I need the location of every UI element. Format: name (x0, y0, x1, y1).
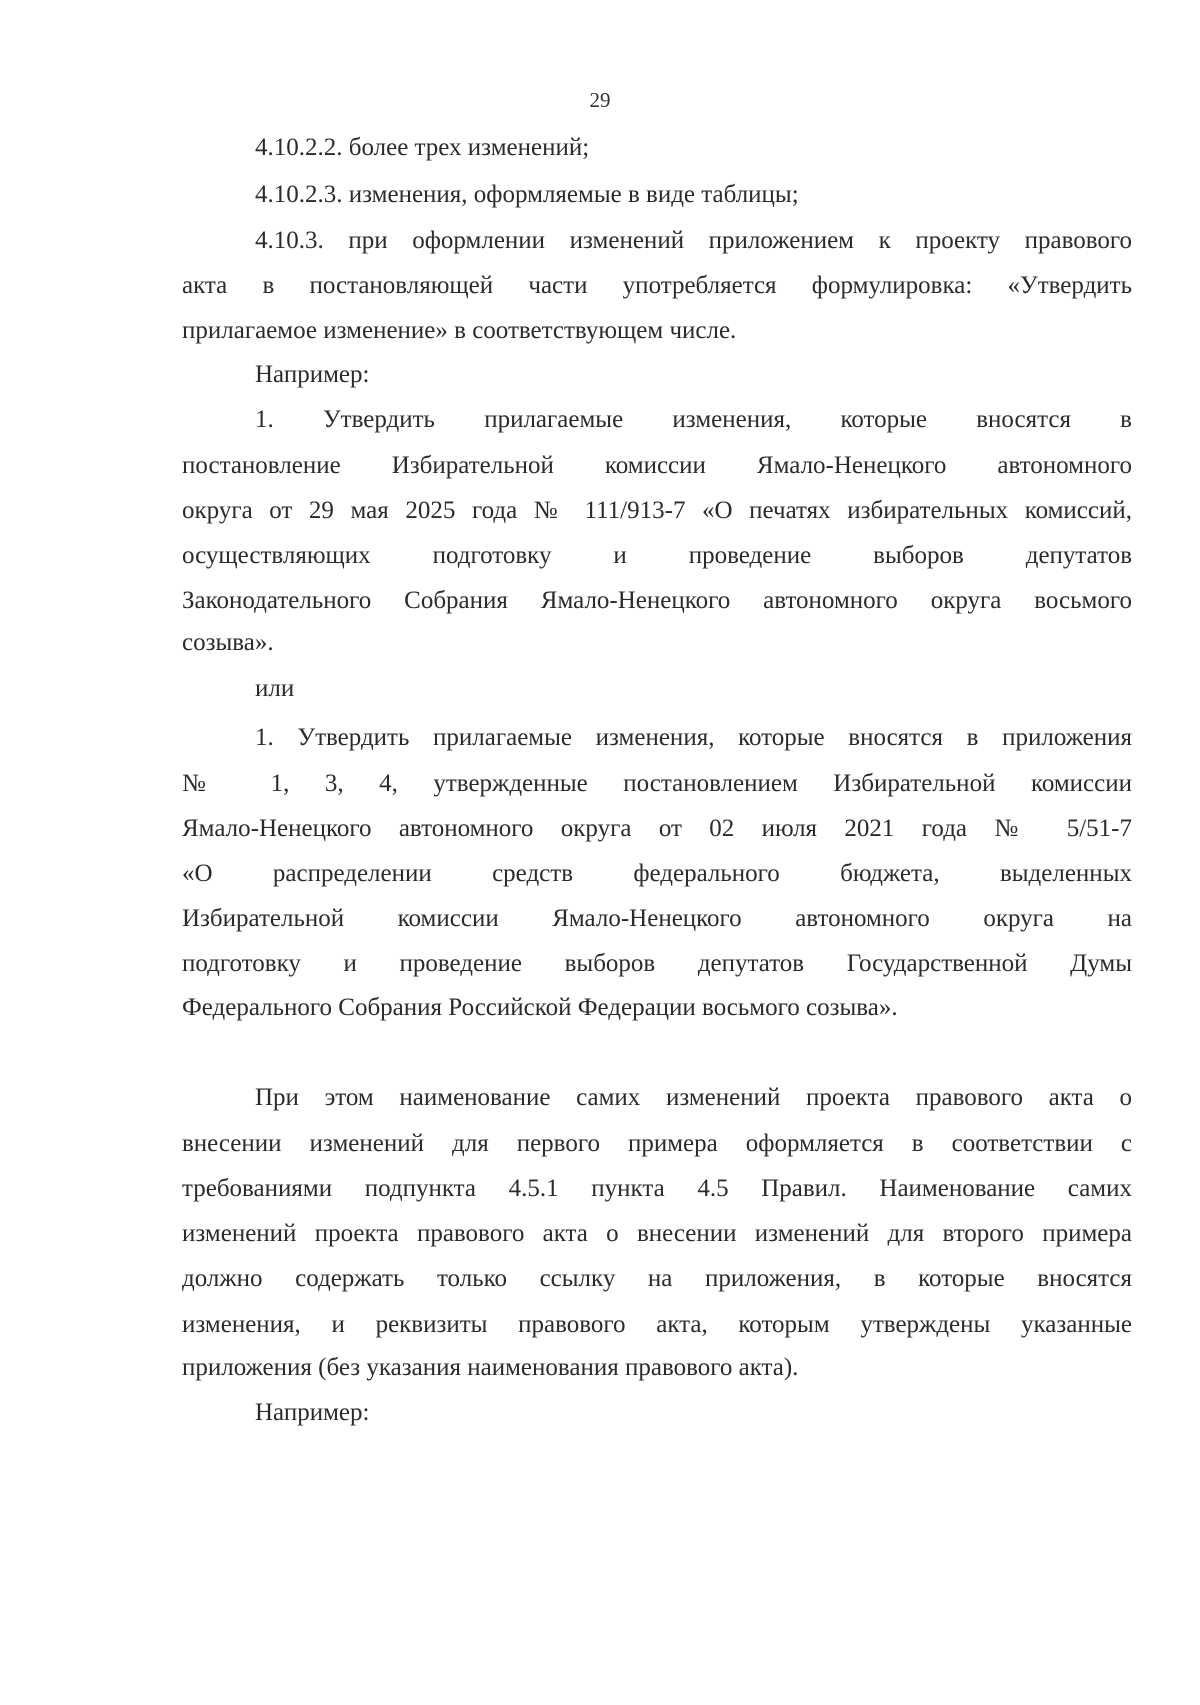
text-line: Ямало-Ненецкого автономного округа от 02 июля 2021 года № 5/51-7 (182, 815, 1132, 842)
text-line: Федерального Собрания Российской Федерации восьмого созыва». (182, 994, 898, 1021)
page-number: 29 (589, 88, 611, 112)
text-line: изменений проекта правового акта о внесении изменений для второго примера (182, 1220, 1132, 1247)
text-line: должно содержать только ссылку на приложения, в которые вносятся (182, 1265, 1132, 1292)
text-line: Законодательного Собрания Ямало-Ненецкого автономного округа восьмого (182, 587, 1132, 614)
text-line: Например: (255, 1399, 370, 1426)
text-line: акта в постановляющей части употребляется формулировка: «Утвердить (182, 272, 1132, 299)
text-line: 1. Утвердить прилагаемые изменения, которые вносятся в приложения (255, 724, 1132, 751)
text-line: округа от 29 мая 2025 года № 111/913-7 «О печатях избирательных комиссий, (182, 497, 1132, 524)
text-line: внесении изменений для первого примера оформляется в соответствии с (182, 1130, 1132, 1157)
text-line: При этом наименование самих изменений проекта правового акта о (255, 1084, 1132, 1111)
text-line: 4.10.2.2. более трех изменений; (255, 134, 590, 161)
text-line: изменения, и реквизиты правового акта, которым утверждены указанные (182, 1311, 1132, 1338)
text-line: требованиями подпункта 4.5.1 пункта 4.5 Правил. Наименование самих (182, 1175, 1132, 1202)
text-line: прилагаемое изменение» в соответствующем числе. (182, 317, 737, 344)
text-line: подготовку и проведение выборов депутатов Государственной Думы (182, 950, 1132, 977)
text-line: или (255, 675, 295, 702)
text-line: № 1, 3, 4, утвержденные постановлением Избирательной комиссии (182, 770, 1132, 797)
text-line: приложения (без указания наименования правового акта). (182, 1354, 799, 1381)
text-line: Избирательной комиссии Ямало-Ненецкого автономного округа на (182, 905, 1132, 932)
text-line: Например: (255, 361, 370, 388)
text-line: 1. Утвердить прилагаемые изменения, которые вносятся в (255, 406, 1132, 433)
text-line: созыва». (182, 629, 274, 656)
text-line: 4.10.2.3. изменения, оформляемые в виде таблицы; (255, 181, 799, 208)
text-line: осуществляющих подготовку и проведение выборов депутатов (182, 542, 1132, 569)
text-line: «О распределении средств федерального бюджета, выделенных (182, 860, 1132, 887)
text-line: 4.10.3. при оформлении изменений приложением к проекту правового (255, 227, 1132, 254)
text-line: постановление Избирательной комиссии Ямало-Ненецкого автономного (182, 452, 1132, 479)
